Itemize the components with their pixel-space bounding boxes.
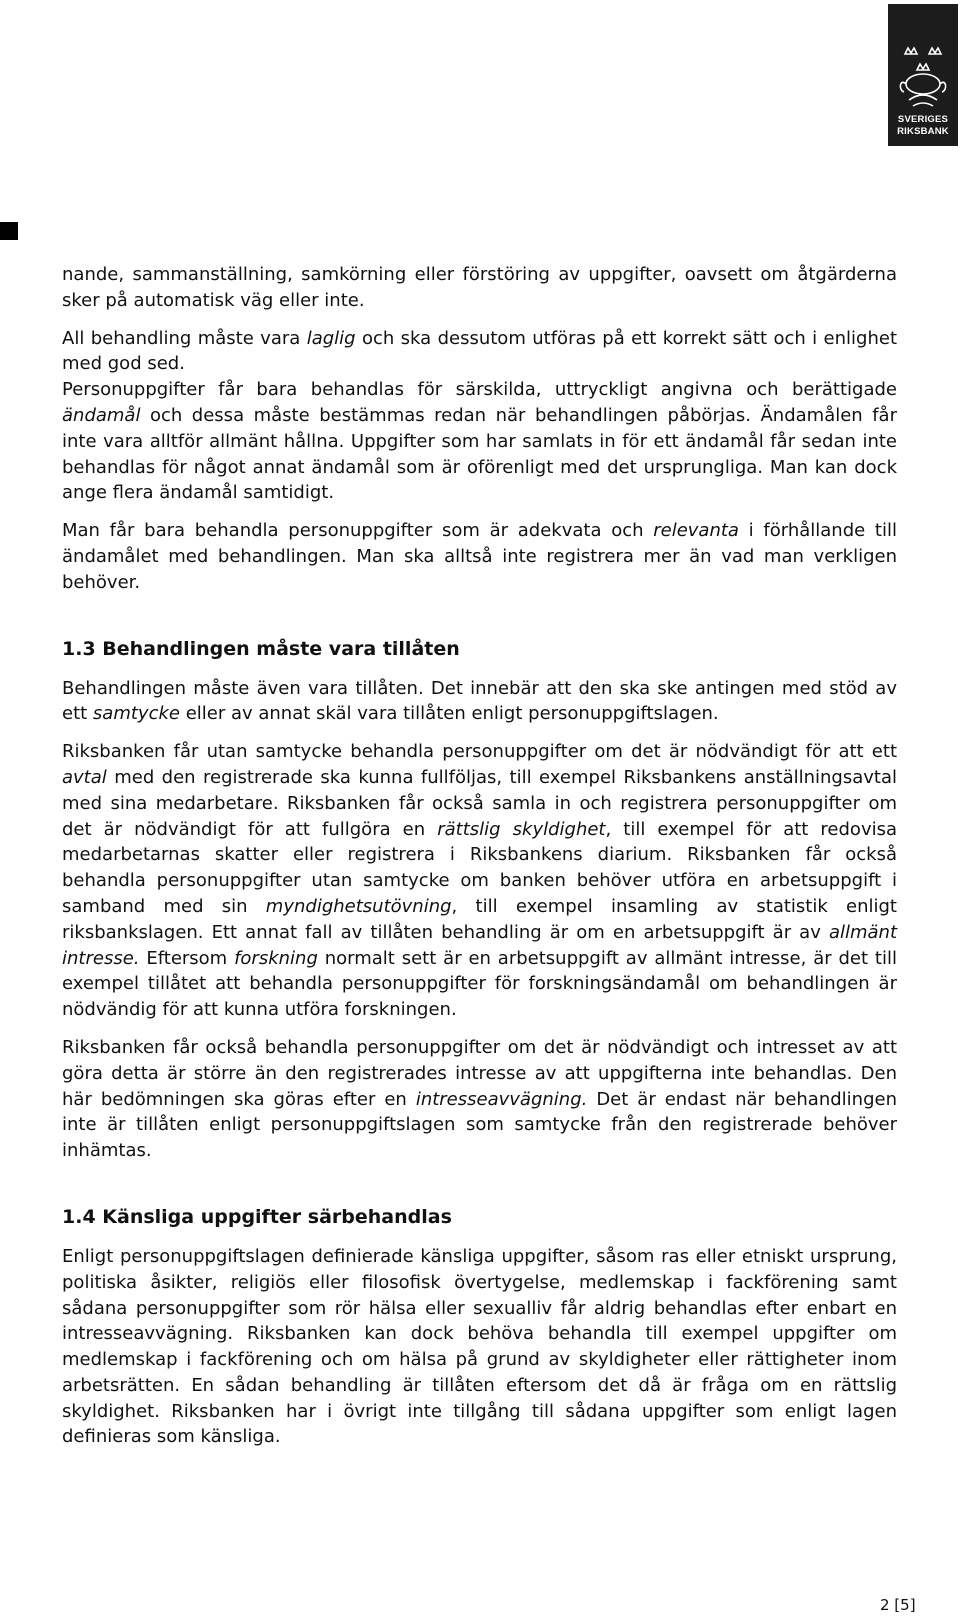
italic-term: myndighetsutövning <box>265 895 452 917</box>
italic-term: avtal <box>62 766 107 788</box>
text-run: med den registrerade ska kunna fullföljas, till exempel Riksbankens anställningsavtal med sina medarbetare. Riksbanken får också samla in och registrera personuppgifter om det är nödvändigt för att fullgöra en <box>62 766 897 840</box>
riksbank-emblem-icon <box>895 44 951 110</box>
text-run: All behandling måste vara <box>62 327 307 349</box>
text-run: , till exempel insamling av statistik enligt riksbankslagen. Ett annat fall av tillåten behandling är om en arbetsuppgift är av <box>62 895 897 943</box>
section-heading-1-4: 1.4 Känsliga uppgifter särbehandlas <box>62 1205 452 1228</box>
text-run: eller av annat skäl vara tillåten enligt personuppgiftslagen. <box>179 703 719 725</box>
text-run: i förhållande till ändamålet med behandlingen. Man ska alltså inte registrera mer än vad man verkligen behöver. <box>62 520 897 593</box>
text-run: normalt sett är en arbetsuppgift av allmänt intresse, är det till exempel tillåtet att behandla personuppgifter för forskningsändamål om behandlingen är nödvändig för att kunna utföra forskningen. <box>62 947 897 1021</box>
paragraph-7: Enligt personuppgiftslagen definierade känsliga uppgifter, såsom ras eller etniskt ursprung, politiska åsikter, religiös eller filosofisk övertygelse, medlemskap i fackförening samt sådana personuppgifter som rör hälsa eller sexualliv får aldrig behandlas efter enbart en intresseavvägning. Riksbanken kan dock behöva behandla till exempel uppgifter om medlemskap i fackförening och om hälsa på grund av skyldigheter eller rättigheter inom arbetsrätten. En sådan behandling är tillåten eftersom det då är fråga om en rättslig skyldighet. Riksbanken har i övrigt inte tillgång till sådana uppgifter som enligt lagen definieras som känsliga. <box>62 1245 897 1448</box>
text-run: Det är endast när behandlingen inte är tillåten enligt personuppgiftslagen som samtycke från den registrerade behöver inhämtas. <box>62 1088 897 1162</box>
section-heading-1-3: 1.3 Behandlingen måste vara tillåten <box>62 637 460 660</box>
italic-term: allmänt intresse. <box>62 921 897 969</box>
text-run: Eftersom <box>139 947 235 969</box>
document-body <box>62 262 897 1462</box>
logo-line-2: RIKSBANK <box>897 126 949 137</box>
text-run: Riksbanken får utan samtycke behandla personuppgifter om det är nödvändigt för att ett <box>62 741 897 763</box>
riksbank-logo <box>888 4 958 146</box>
text-run: och dessa måste bestämmas redan när behandlingen påbörjas. Ändamålen får inte vara alltför allmänt hållna. Uppgifter som har samlats in för ett ändamål får sedan inte behandlas för något annat ändamål som är oförenligt med det ursprungliga. Man kan dock ange flera ändamål samtidigt. <box>62 404 897 504</box>
paragraph-5 <box>62 739 897 1023</box>
page-number: 2 [5] <box>880 1596 916 1614</box>
italic-term: forskning <box>234 947 318 969</box>
paragraph-1 <box>62 326 897 378</box>
paragraph-4 <box>62 676 897 728</box>
text-run: , till exempel för att redovisa medarbetarnas skatter eller registrera i Riksbankens diarium. Riksbanken får också behandla personuppgifter utan samtycke om banken behöver utföra en arbetsuppgift i samband med sin <box>62 818 898 917</box>
italic-term: intresseavvägning. <box>415 1088 588 1110</box>
italic-term: samtycke <box>92 703 180 725</box>
italic-term: laglig <box>306 327 356 349</box>
logo-wordmark <box>888 114 958 138</box>
italic-term: rättslig skyldighet <box>437 818 606 840</box>
section-marker <box>0 222 18 240</box>
text-run: Behandlingen måste även vara tillåten. Det innebär att den ska ske antingen med stöd av ett <box>62 677 897 725</box>
text-run: Personuppgifter får bara behandlas för särskilda, uttryckligt angivna och berättigade <box>62 379 897 401</box>
paragraph-3 <box>62 518 897 595</box>
paragraph-6 <box>62 1035 897 1164</box>
text-run: Riksbanken får också behandla personuppgifter om det är nödvändigt och intresset av att göra detta är större än den registrerades intresse av att uppgifterna inte behandlas. Den här bedömningen ska göras efter en <box>62 1036 897 1110</box>
text-run: och ska dessutom utföras på ett korrekt sätt och i enlighet med god sed. <box>62 327 897 375</box>
paragraph-0: nande, sammanställning, samkörning eller förstöring av uppgifter, oavsett om åtgärderna sker på automatisk väg eller inte. <box>62 264 897 311</box>
italic-term: relevanta <box>653 520 739 542</box>
logo-line-1: SVERIGES <box>897 114 949 125</box>
text-run: Man får bara behandla personuppgifter som är adekvata och <box>62 520 654 542</box>
paragraph-2 <box>62 377 897 506</box>
italic-term: ändamål <box>62 404 141 426</box>
